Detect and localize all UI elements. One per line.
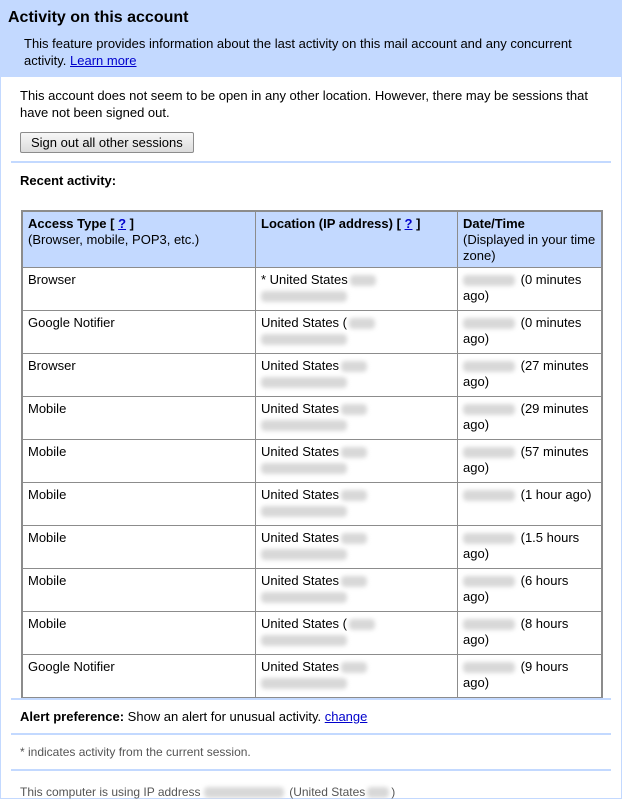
location-cell — [256, 612, 458, 655]
intro-text — [24, 35, 594, 69]
learn-more-link[interactable]: Learn more — [70, 53, 137, 68]
date-time-cell — [458, 268, 603, 311]
date-time-cell — [458, 526, 603, 569]
redacted-state — [341, 361, 367, 372]
divider — [11, 698, 611, 700]
table-row — [22, 483, 602, 526]
header-access-type: Access Type [ ? ] (Browser, mobile, POP3, etc.) — [22, 211, 256, 268]
location-value: United States ( — [261, 315, 347, 330]
activity-table — [21, 210, 603, 699]
redacted-time — [463, 318, 515, 329]
redacted-ip — [261, 506, 347, 517]
time-ago-value: (27 minutes ago) — [463, 358, 589, 389]
access-type-cell — [22, 483, 256, 526]
redacted-time — [463, 404, 515, 415]
redacted-time — [463, 533, 515, 544]
time-ago-value: (29 minutes ago) — [463, 401, 589, 432]
location-value: United States — [261, 401, 340, 416]
redacted-time — [463, 490, 515, 501]
alert-preference-text: Show an alert for unusual activity. — [127, 709, 322, 724]
access-type-cell — [22, 354, 256, 397]
access-type-cell — [22, 268, 256, 311]
access-type-cell — [22, 311, 256, 354]
redacted-state — [341, 490, 367, 501]
location-cell — [256, 311, 458, 354]
divider — [11, 769, 611, 771]
access-type-cell — [22, 397, 256, 440]
redacted-state — [350, 275, 376, 286]
table-row — [22, 311, 602, 354]
table-row — [22, 655, 602, 699]
access-type-value: Mobile — [28, 616, 67, 631]
date-time-cell — [458, 397, 603, 440]
location-value: * United States — [261, 272, 348, 287]
page-title: Activity on this account — [8, 9, 189, 26]
redacted-ip — [261, 463, 347, 474]
location-value: United States — [261, 573, 340, 588]
sign-out-all-button[interactable]: Sign out all other sessions — [20, 132, 194, 153]
date-time-cell — [458, 311, 603, 354]
redacted-time — [463, 619, 515, 630]
location-cell — [256, 440, 458, 483]
location-cell — [256, 655, 458, 699]
table-row — [22, 268, 602, 311]
date-time-cell — [458, 354, 603, 397]
redacted-ip — [204, 787, 284, 798]
time-ago-value: (57 minutes ago) — [463, 444, 589, 475]
location-cell — [256, 268, 458, 311]
access-type-value: Browser — [28, 272, 76, 287]
redacted-ip — [261, 291, 347, 302]
redacted-state — [341, 576, 367, 587]
redacted-state — [341, 447, 367, 458]
access-type-cell — [22, 526, 256, 569]
ip-note-close: ) — [391, 785, 396, 799]
access-type-value: Browser — [28, 358, 76, 373]
location-cell — [256, 569, 458, 612]
location-cell — [256, 354, 458, 397]
redacted-state — [349, 318, 375, 329]
location-cell — [256, 483, 458, 526]
location-value: United States — [261, 487, 340, 502]
change-alert-link[interactable]: change — [324, 709, 368, 724]
alert-preference-label: Alert preference: — [20, 709, 125, 724]
table-row — [22, 569, 602, 612]
access-type-value: Mobile — [28, 487, 67, 502]
time-ago-value: (1 hour ago) — [520, 487, 592, 502]
redacted-state — [349, 619, 375, 630]
location-title: Location (IP address) — [261, 216, 393, 231]
location-value: United States ( — [261, 616, 347, 631]
table-row — [22, 397, 602, 440]
location-value: United States — [261, 358, 340, 373]
access-type-value: Mobile — [28, 530, 67, 545]
time-ago-value: (0 minutes ago) — [463, 315, 582, 346]
redacted-ip — [261, 334, 347, 345]
location-value: United States — [261, 530, 340, 545]
ip-note-country: (United States — [289, 785, 366, 799]
redacted-ip — [261, 549, 347, 560]
redacted-time — [463, 361, 515, 372]
access-type-subtitle: (Browser, mobile, POP3, etc.) — [28, 232, 200, 247]
location-cell — [256, 526, 458, 569]
table-row — [22, 440, 602, 483]
access-type-value: Google Notifier — [28, 659, 115, 674]
access-type-help-link[interactable]: ? — [118, 216, 127, 231]
ip-note-prefix: This computer is using IP address — [20, 785, 201, 799]
date-time-cell — [458, 569, 603, 612]
recent-activity-label: Recent activity: — [20, 173, 117, 188]
date-time-cell — [458, 483, 603, 526]
access-type-cell — [22, 612, 256, 655]
location-cell — [256, 397, 458, 440]
time-ago-value: (1.5 hours ago) — [463, 530, 580, 561]
ip-address-note — [20, 785, 621, 799]
access-type-cell — [22, 440, 256, 483]
redacted-state — [341, 533, 367, 544]
divider — [11, 161, 611, 163]
redacted-ip — [261, 678, 347, 689]
panel-header — [1, 1, 621, 77]
access-type-value: Mobile — [28, 573, 67, 588]
location-help-link[interactable]: ? — [404, 216, 413, 231]
location-value: United States — [261, 659, 340, 674]
date-time-cell — [458, 440, 603, 483]
redacted-state — [341, 404, 367, 415]
time-ago-value: (9 hours ago) — [463, 659, 569, 690]
redacted-state — [341, 662, 367, 673]
header-date-time — [458, 211, 603, 268]
table-row — [22, 354, 602, 397]
location-value: United States — [261, 444, 340, 459]
access-type-cell — [22, 569, 256, 612]
redacted-ip — [261, 420, 347, 431]
access-type-title: Access Type — [28, 216, 107, 231]
date-time-cell — [458, 612, 603, 655]
redacted-time — [463, 447, 515, 458]
table-row — [22, 612, 602, 655]
table-row — [22, 526, 602, 569]
redacted-ip — [261, 592, 347, 603]
divider — [11, 733, 611, 735]
time-ago-value: (0 minutes ago) — [463, 272, 582, 303]
redacted-time — [463, 576, 515, 587]
access-type-value: Mobile — [28, 401, 67, 416]
redacted-ip — [261, 377, 347, 388]
session-notice: This account does not seem to be open in any other location. However, there may be sessions that have not been signed out. — [20, 88, 588, 120]
intro-description: This feature provides information about the last activity on this mail account and any concurrent activity. — [24, 36, 572, 68]
redacted-state — [367, 787, 389, 798]
time-ago-value: (6 hours ago) — [463, 573, 569, 604]
table-header-row — [22, 211, 602, 268]
date-time-subtitle: (Displayed in your time zone) — [463, 232, 596, 263]
header-location: Location (IP address) [ ? ] — [256, 211, 458, 268]
access-type-value: Google Notifier — [28, 315, 115, 330]
date-time-title: Date/Time — [463, 216, 525, 231]
access-type-cell — [22, 655, 256, 699]
access-type-value: Mobile — [28, 444, 67, 459]
alert-preference — [20, 709, 621, 724]
date-time-cell — [458, 655, 603, 699]
redacted-ip — [261, 635, 347, 646]
time-ago-value: (8 hours ago) — [463, 616, 569, 647]
redacted-time — [463, 662, 515, 673]
redacted-time — [463, 275, 515, 286]
current-session-legend: * indicates activity from the current session. — [20, 745, 251, 759]
